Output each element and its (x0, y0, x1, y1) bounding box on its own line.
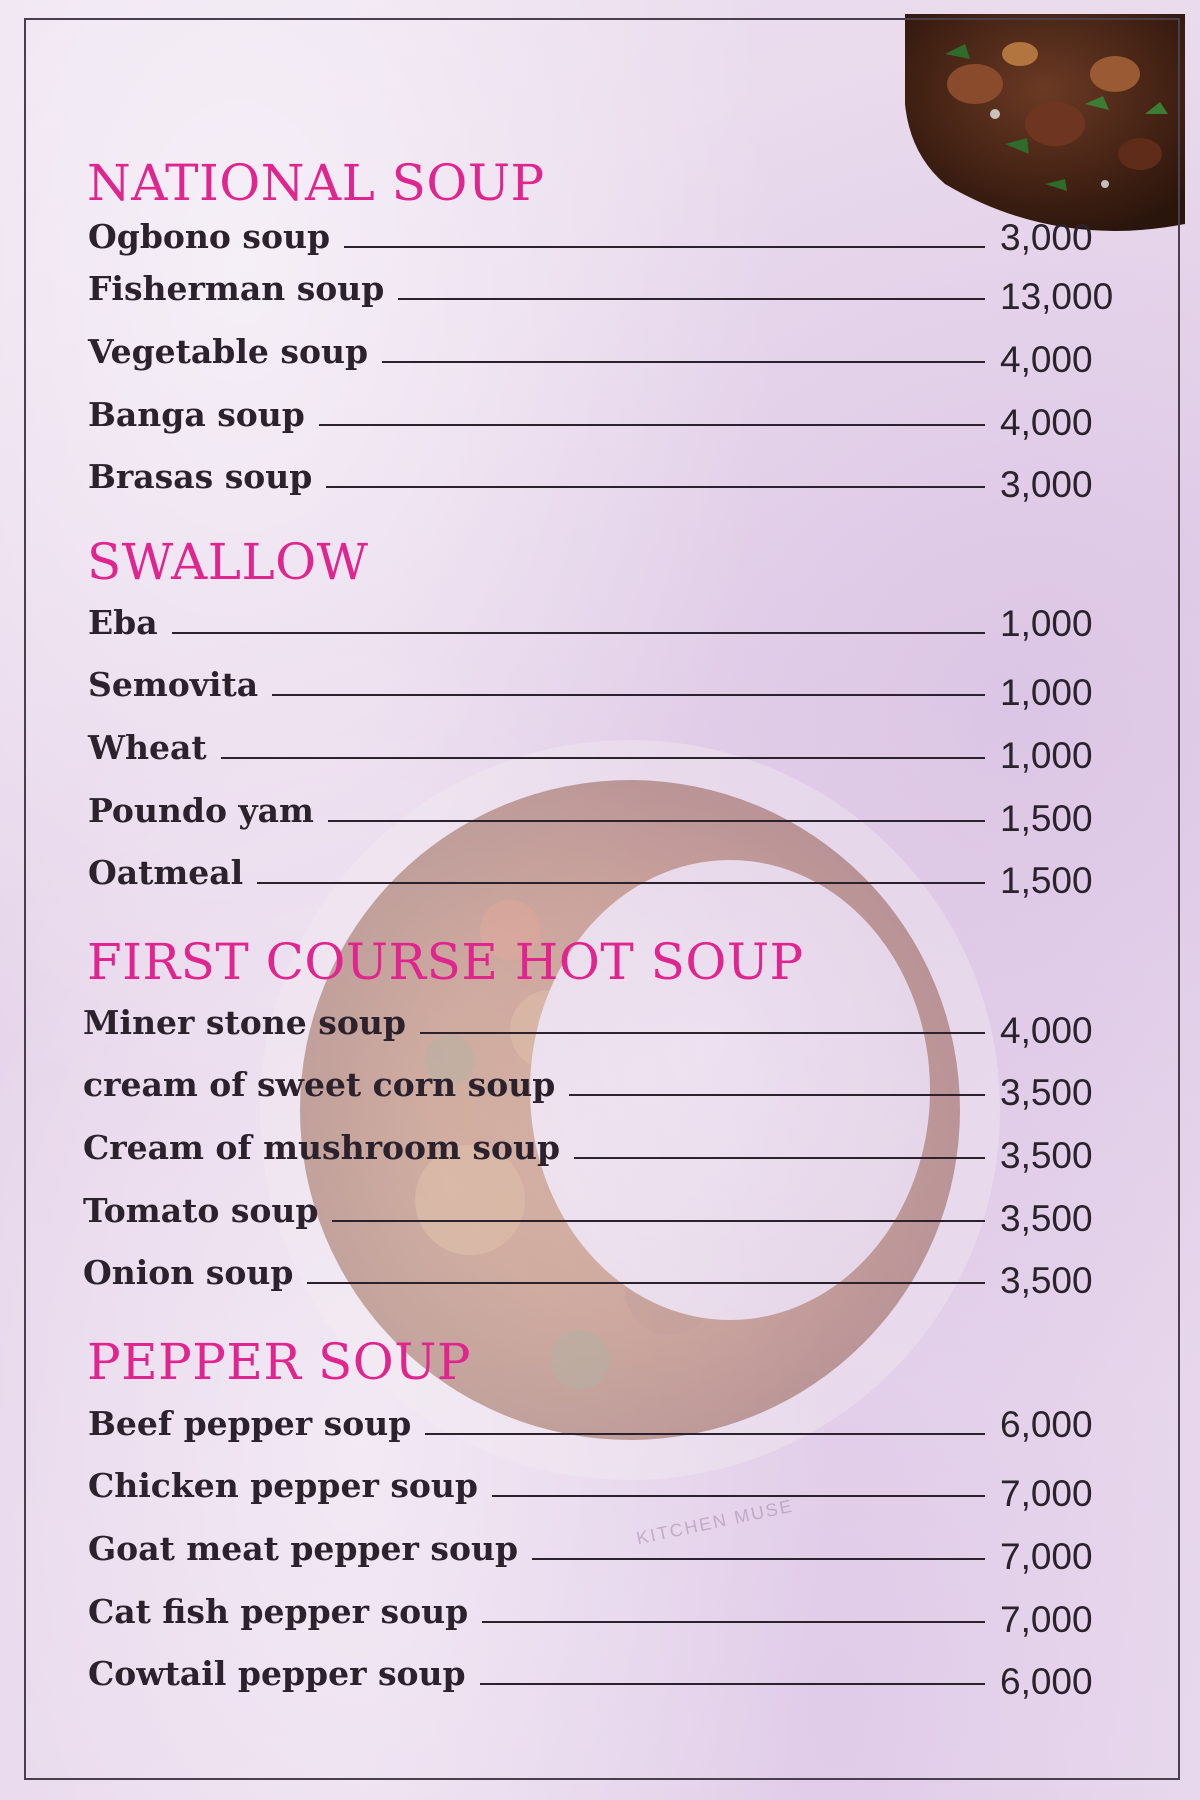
menu-item-ogbono-soup (88, 217, 1120, 270)
leader-line (332, 1220, 985, 1222)
menu-item-price: 6,000 (1000, 1661, 1093, 1702)
menu-item-wheat (88, 728, 1120, 781)
menu-item-name: Onion soup (83, 1253, 294, 1292)
leader-line (257, 882, 985, 884)
menu-item-tomato-soup (83, 1191, 1120, 1244)
menu-item-banga-soup (88, 395, 1120, 448)
leader-line (398, 298, 985, 300)
menu-item-name: cream of sweet corn soup (83, 1065, 556, 1104)
corner-food-photo (905, 14, 1185, 234)
menu-item-name: Ogbono soup (88, 217, 331, 256)
leader-line (319, 424, 985, 426)
menu-item-cream-of-mushroom-soup (83, 1128, 1120, 1181)
menu-item-name: Miner stone soup (83, 1003, 406, 1042)
menu-item-name: Cowtail pepper soup (88, 1654, 466, 1693)
menu-item-price: 6,000 (1000, 1404, 1093, 1445)
menu-item-price: 1,500 (1000, 860, 1093, 901)
menu-item-name: Oatmeal (88, 853, 244, 892)
leader-line (172, 632, 985, 634)
leader-line (344, 246, 985, 248)
menu-item-miner-stone-soup (83, 1003, 1120, 1056)
menu-item-price: 3,500 (1000, 1135, 1093, 1176)
menu-item-price: 1,000 (1000, 603, 1093, 644)
menu-item-price: 3,500 (1000, 1198, 1093, 1239)
menu-item-cat-fish-pepper-soup (88, 1592, 1120, 1645)
menu-item-name: Brasas soup (88, 457, 313, 496)
leader-line (425, 1433, 985, 1435)
menu-item-cowtail-pepper-soup (88, 1654, 1120, 1707)
section-title-national-soup: NATIONAL SOUP (87, 154, 545, 212)
menu-item-name: Cream of mushroom soup (83, 1128, 561, 1167)
leader-line (574, 1157, 985, 1159)
menu-item-beef-pepper-soup (88, 1404, 1120, 1457)
menu-item-price: 13,000 (1000, 276, 1114, 317)
kitchen-muse-watermark: KITCHEN MUSE (634, 1495, 796, 1549)
leader-line (221, 757, 985, 759)
section-title-first-course-hot-soup: FIRST COURSE HOT SOUP (87, 933, 804, 991)
menu-item-name: Fisherman soup (88, 269, 385, 308)
menu-item-fisherman-soup (88, 269, 1120, 322)
leader-line (492, 1495, 985, 1497)
menu-item-name: Banga soup (88, 395, 305, 434)
menu-item-price: 7,000 (1000, 1599, 1093, 1640)
menu-item-price: 7,000 (1000, 1473, 1093, 1514)
leader-line (382, 361, 985, 363)
menu-item-price: 1,000 (1000, 672, 1093, 713)
menu-item-price: 4,000 (1000, 339, 1093, 380)
menu-item-name: Vegetable soup (88, 332, 369, 371)
menu-item-price: 4,000 (1000, 402, 1093, 443)
menu-item-cream-of-sweet-corn-soup (83, 1065, 1120, 1118)
menu-item-price: 1,500 (1000, 798, 1093, 839)
leader-line (272, 694, 985, 696)
menu-item-price: 3,000 (1000, 464, 1093, 505)
menu-item-chicken-pepper-soup (88, 1466, 1120, 1519)
leader-line (420, 1032, 985, 1034)
menu-item-name: Eba (88, 603, 158, 642)
menu-item-price: 3,500 (1000, 1072, 1093, 1113)
menu-item-oatmeal (88, 853, 1120, 906)
menu-item-name: Poundo yam (88, 791, 314, 830)
leader-line (326, 486, 985, 488)
section-title-swallow: SWALLOW (87, 533, 369, 591)
leader-line (480, 1683, 985, 1685)
menu-item-price: 1,000 (1000, 735, 1093, 776)
menu-item-goat-meat-pepper-soup (88, 1529, 1120, 1582)
leader-line (569, 1094, 985, 1096)
menu-item-name: Wheat (88, 728, 207, 767)
menu-item-brasas-soup (88, 457, 1120, 510)
menu-item-name: Semovita (88, 665, 259, 704)
menu-item-name: Tomato soup (83, 1191, 319, 1230)
menu-item-eba (88, 603, 1120, 656)
menu-item-poundo-yam (88, 791, 1120, 844)
menu-item-price: 4,000 (1000, 1010, 1093, 1051)
menu-item-name: Goat meat pepper soup (88, 1529, 519, 1568)
menu-item-name: Beef pepper soup (88, 1404, 412, 1443)
leader-line (328, 820, 985, 822)
menu-item-price: 3,000 (1000, 217, 1093, 258)
leader-line (307, 1282, 985, 1284)
menu-item-name: Cat fish pepper soup (88, 1592, 469, 1631)
menu-item-price: 7,000 (1000, 1536, 1093, 1577)
menu-item-semovita (88, 665, 1120, 718)
leader-line (482, 1621, 985, 1623)
menu-item-price: 3,500 (1000, 1260, 1093, 1301)
section-title-pepper-soup: PEPPER SOUP (87, 1333, 471, 1391)
menu-item-vegetable-soup (88, 332, 1120, 385)
menu-item-onion-soup (83, 1253, 1120, 1306)
menu-item-name: Chicken pepper soup (88, 1466, 478, 1505)
leader-line (532, 1558, 985, 1560)
